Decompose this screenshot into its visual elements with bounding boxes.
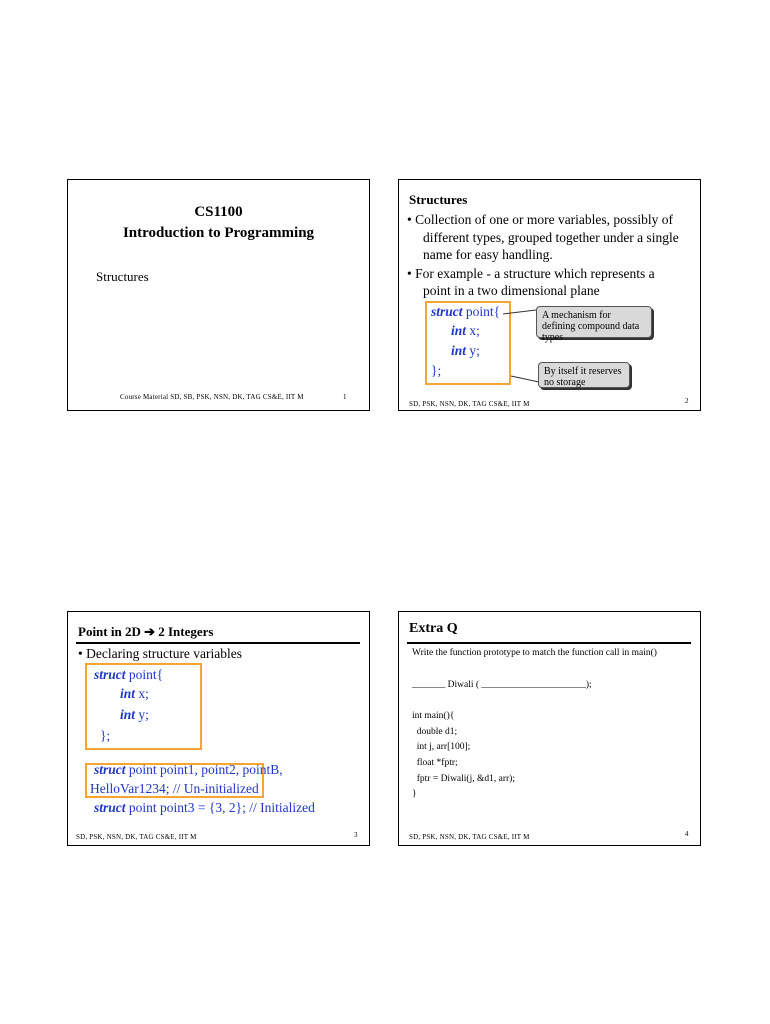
- code-text: x;: [135, 686, 149, 701]
- keyword-struct: struct: [431, 304, 463, 319]
- code-line: int j, arr[100];: [412, 742, 471, 752]
- code-line: [120, 707, 149, 723]
- slide-1: [67, 179, 370, 411]
- slide-title: Point in 2D ➔ 2 Integers: [78, 624, 214, 639]
- code-text: point point1, point2, pointB,: [125, 762, 283, 777]
- prototype-blank: _______ Diwali ( ______________________);: [412, 680, 592, 690]
- page-number: 1: [343, 393, 347, 401]
- slide-title: Extra Q: [409, 621, 458, 636]
- bullet-text: • For example - a structure which represents a: [407, 266, 655, 281]
- bullet-text: different types, grouped together under a single: [423, 230, 679, 245]
- slide-title: Structures: [409, 192, 468, 207]
- slide-footer: SD, PSK, NSN, DK, TAG CS&E, IIT M: [409, 833, 530, 841]
- code-line: int main(){: [412, 711, 455, 721]
- keyword-int: int: [451, 343, 467, 358]
- page-number: 3: [354, 831, 358, 839]
- code-line: HelloVar1234; // Un-initialized: [90, 781, 259, 796]
- slide-3: [67, 611, 370, 846]
- code-text: y;: [466, 343, 480, 358]
- slide-footer: SD, PSK, NSN, DK, TAG CS&E, IIT M: [76, 833, 197, 841]
- keyword-struct: struct: [94, 800, 126, 815]
- code-line: [94, 667, 163, 683]
- slide-title-course-code: CS1100: [194, 204, 243, 220]
- keyword-int: int: [451, 323, 467, 338]
- page-number: 2: [685, 397, 689, 405]
- code-line: [94, 800, 315, 816]
- bullet-text: point in a two dimensional plane: [423, 283, 600, 298]
- keyword-int: int: [120, 686, 136, 701]
- bullet-text: • Collection of one or more variables, possibly of: [407, 212, 674, 227]
- code-line: [120, 686, 149, 702]
- keyword-struct: struct: [94, 667, 126, 682]
- instruction-text: Write the function prototype to match the function call in main(): [412, 648, 657, 658]
- code-line: };: [100, 728, 111, 743]
- title-divider: [407, 642, 691, 644]
- code-text: point point3 = {3, 2}; // Initialized: [125, 800, 315, 815]
- title-divider: [76, 642, 360, 644]
- callout-note: By itself it reserves no storage: [538, 362, 630, 388]
- code-text: y;: [135, 707, 149, 722]
- bullet-text: • Declaring structure variables: [78, 646, 243, 661]
- slide-footer: Course Material SD, SB, PSK, NSN, DK, TAG CS&E, IIT M: [120, 393, 304, 401]
- slide-footer: SD, PSK, NSN, DK, TAG CS&E, IIT M: [409, 400, 530, 408]
- code-line: fptr = Diwali(j, &d1, arr);: [412, 774, 515, 784]
- page-number: 4: [685, 830, 689, 838]
- callout-note: A mechanism for defining compound data types: [536, 306, 652, 338]
- callout-pointer-line: [503, 310, 536, 314]
- code-line: float *fptr;: [412, 758, 458, 768]
- code-text: x;: [466, 323, 480, 338]
- code-line: };: [431, 363, 442, 378]
- code-text: point{: [462, 304, 501, 319]
- callout-pointer-line: [511, 376, 539, 382]
- keyword-int: int: [120, 707, 136, 722]
- slide-4: [398, 611, 701, 846]
- slide-title-course-name: Introduction to Programming: [122, 225, 315, 241]
- slide-subtitle: Structures: [96, 269, 149, 284]
- code-line: double d1;: [412, 727, 458, 737]
- code-line: [94, 762, 283, 778]
- bullet-text: name for easy handling.: [423, 247, 553, 262]
- keyword-struct: struct: [94, 762, 126, 777]
- code-text: point{: [125, 667, 164, 682]
- slide-2: [398, 179, 701, 411]
- code-line: }: [412, 789, 417, 799]
